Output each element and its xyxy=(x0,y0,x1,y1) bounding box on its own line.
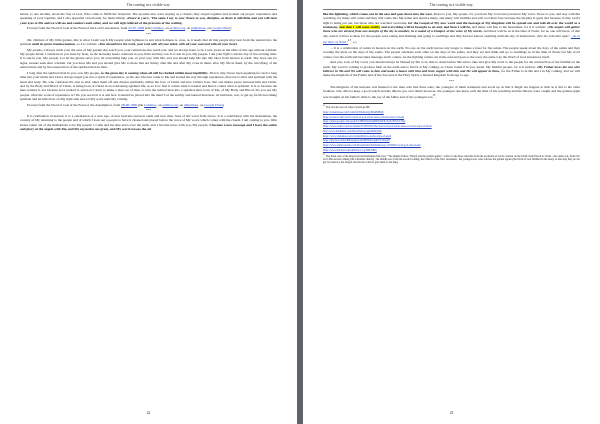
footnote-marker: 13 xyxy=(348,38,351,43)
excerpt-source: Excerpt from the Word of God at the Feast of the Assumption, from 28-08-1996 (On Calameo, on archive.org, on jumpshare, on Google Drive) xyxy=(27,102,225,107)
paragraph: And you, sons of My word, you should always be blessed by Me to be able to stand before Me and to take and give My word to the people for the resurrection of the faithful on the earth. My word is coming to produce faith on the earth and to find it at My coming, as I have found it in you, Israel, My faithful people, for it is written: «My Father loves the one who believes in Me and We will come to him and make a house with him and have supper with him and He will appear to him», for the Father is in Me and I in My coming, and we will make the kingdom of the Father and of the Son and of the Holy Spirit, a blessed kingdom from age to age. xyxy=(323,60,580,78)
right-page-body xyxy=(323,12,580,406)
page-number: 23 xyxy=(449,411,454,415)
footnote-link[interactable]: https://www.dobatal.com/sdfatisz/s/1-g/f2PUOHq xyxy=(323,148,377,152)
footnote-item xyxy=(323,135,580,138)
paragraph: like the lightning, which comes out in the east and goes down into the west. Peace to you, My people, for you have My word and you know My voice. Peace to you, and stay with Me watching, for many will come and they will come into My name and deceive many, and many will stumble and will cool their love because the iniquity is great and because of this, God's light is being put out, but those who are watched overcome, for the Gospel of My new word and the message of My kingdom will be spread out and told all over the world as a testimony, and then I will come visibly and everything will be brought to an end, and then I will be, and many will flee to the mountains, for it is written: «My angels will gather those who are elected from one margin of the sky to another, in a sound of a trumpet, at the voice of My words, and there will be as in the time of Noah, for no one will know of that day. And it will be as then, for the people were eating and drinking and going to weddings and they had not known anything until the day of destruction. (See the selection topic: „As in the days of Noah”$^{13}$. ».) xyxy=(323,12,581,45)
footnote-item xyxy=(323,154,580,165)
date-link[interactable]: 23-05-1996 xyxy=(128,26,145,31)
paragraph: ... It is a celebration of saints in heaven on the earth. No one on the earth knows any longer to make a feast for the saints. The people speak about the days of the saints and they worship the idols on the days of the saints. The people celebrate each other on the days of the saints, and they eat and drink and go to weddings as in the time of Noah, but My word comes over the earth and becomes message and it comes. As the fighting comes out in the east and goes to the west, the same way the Word of God announces itself. xyxy=(323,45,580,59)
jumpshare-link[interactable]: jumpshare xyxy=(183,102,199,107)
footnote-item xyxy=(323,105,580,109)
footnote-item xyxy=(323,130,580,133)
archive-link[interactable]: archive.org xyxy=(162,102,178,107)
footnote-item xyxy=(323,149,580,152)
footnote-link[interactable]: https://drive.google.com/open?id=0B0V9eiUq2RPmb0t3UVpSvE0UzVJZQ xyxy=(323,120,406,124)
footnote-text: The three sons of the king from the Romanian folk story "The mighty Prince, Flyleaf and the golden apples" / refers to the three churches from the evolution of God's creation on the Earth: from Enoch to Christ - the oldest son; from Christ to His second coming (the Christian church) - the middle son; from the second coming, the Church of the New Jerusalem - the youngest son, who watches the golden apples (the Word of God fulfilled in the man), so that they may no longer be stolen by the dragon and that he could to give them to the king. xyxy=(323,154,581,165)
header-rule xyxy=(20,9,277,10)
running-head: The coming in a visible way. xyxy=(429,3,474,7)
footnote-link[interactable]: https://paperphase.com/v/sharfof/D9AGzQy8xlaBdB4Q xyxy=(323,110,384,114)
footnote-rule xyxy=(323,103,383,104)
section-separator: *** xyxy=(448,79,455,84)
footnote-link[interactable]: https://www.scribd.com/document/311876250/The-Word-of-God-about-seen-as-in-the-days-of-Noah xyxy=(323,125,432,129)
footnote-marker: 15 xyxy=(432,93,436,98)
calameo-link[interactable]: Calameo xyxy=(144,102,157,107)
footnote-item xyxy=(323,144,580,147)
footnote-text: You can also see on: https://youtu.gs/J9U xyxy=(325,106,371,110)
footnote-link[interactable]: https://www.authorstream.com/Presentation/thebibleforeye-4250620-word-god-days-noah/ xyxy=(323,144,421,148)
running-head: The coming in a visible way. xyxy=(126,3,171,7)
footnote-item xyxy=(323,116,580,119)
section-separator: *** xyxy=(145,108,152,113)
footnotes xyxy=(323,105,580,164)
jumpshare-link[interactable]: jumpshare xyxy=(191,26,206,31)
footnote-mark: 13 xyxy=(323,105,326,108)
paragraph: hearts, to one another, about the Son of God, Who came to fulfill the Scripture. The apostles also were staying as a cluster; they stayed together and worked out prayer, repentance and speaking of God together, and I also appeared victoriously for them telling: «Peace to you!». The same I say to you: Peace to you, disciples, as there is still little and you will turn your eyes to Me and we will see and comfort each other, and we will sigh relieved of the pressure of the waiting. xyxy=(20,12,277,25)
archive-link[interactable]: archive.org xyxy=(169,26,186,31)
footnote-mark: 15 xyxy=(323,153,326,156)
date-link[interactable]: 28-08-1996 xyxy=(120,102,138,107)
google-drive-link[interactable]: Google Drive xyxy=(211,26,231,31)
footnote-item xyxy=(323,111,580,114)
paragraph: It is celebration in heaven; it is a celebration of a new age, of new heavens and new earth and new man, born of the word from above. It is a celebration with the Romanians, the country of My returning to the people and of which I took out a people to have it cleaned and placed before the voice of My word, which comes with the clouds. I am coming to you, little Israel, taken out of the Romanians to be My people. I come and become news over the earth, and I become news with you, My people. I become a new message and I have the saints and glory of the angels with Me, and My mysteries are great, and My word crosses the air xyxy=(20,113,277,131)
paragraph: My people, I always teach you; the sons of My garden also teach you, your centurions also teach you, and we always learn to be a new yeast on the table of this age without wisdom. My people Israel, I celebrate in you feast by feast, as the heavenly feasts celebrate in you, little and tiny son. It is sun in you, My people. I am your light; I am the day of the evening time. It is sun in you, My people. Let all the ghosts serve you; let everything help you on your way with Me, and you should help Me into My labor from heaven to earth. The Jews ask for signs, Greeks seek after wisdom, but you have Me and you should give Me to those that are thirsty after Me and after My cross in them, after My life in them, by the crucifying of the natural man and by the resurrection of the spiritual man in man. xyxy=(20,47,277,70)
right-page xyxy=(303,0,600,424)
footnote-item xyxy=(323,139,580,142)
paragraph: I long after the spiritual man in you, son, My people, as the great day is coming when all will be clothed within incorruptibility. That is why I have been speaking for such a long time into your midst and I have always urged you into a spirit of repentance, as the one who has come to Me and started his way through repentance, that one is alive and spiritual with his heart and body. He, who confesses his sins as sins, takes them off and dresses spiritually within the love of Christ and into Christ's love; that one makes peace between him and Christ, and by the Body and Blood of Christ, is being born of Christ in an everlasting spiritual life, as so it is: first it comes what is natural and then it comes what is spiritual. It is so because the man wanted it, not because God wanted it, and now I have to make a man out of man, to turn the natural man into a spiritual man, born of Me, of My Body and Blood. Do you see My people, what the work of repentance is? Do you see how it is and how it should be placed into the man? Let the earthly and natural man hear, let him hear, son, to get up for his becoming spiritual and let him draw on My right side and eat My word until My coming. xyxy=(20,70,277,101)
footnote-link[interactable]: https://app.box.com/s/8zkojogtssyusfq85b6n1plqkh7lcs2nzn8 xyxy=(323,139,390,143)
footnote-item xyxy=(323,120,580,123)
highlighted-text: and then I will come visibly xyxy=(339,25,381,30)
header-rule xyxy=(323,9,580,10)
footnote-link[interactable]: https://probes.com/cover/v/word-of-god-about-seen-as-in-the-days-of-noah xyxy=(323,115,404,119)
noah-topic-link[interactable]: „As in the days of Noah” xyxy=(323,33,580,45)
paragraph: The kingdom of the heavens was likened to the man who had three sons; the youngest of them wandered and stood up as that it might not happen to him as it did to his older brothers, who did not keep a good watch and the thieves got over them; however, the youngest one knew well the time of his watching and the thieves were caught and the golden apple was brought on his father's table to the joy of the father and of the youngest son$^{15}$. xyxy=(323,84,580,100)
footnote-item xyxy=(323,125,580,128)
left-page xyxy=(0,0,297,424)
page-number: 22 xyxy=(146,411,151,415)
footnote-link[interactable]: https://www.slideshare.net/cuvantullilui/as-in-the-days-of-noah xyxy=(323,134,392,138)
calameo-link[interactable]: Calameo xyxy=(151,26,164,31)
footnote-link[interactable]: http://www.mediafire.com/file/a432acyypghe6mh/gtlh xyxy=(323,129,382,133)
excerpt-source: Excerpt from the Word of God at the Feast of the Lord's Ascension, from 23-05-1996 (On Calameo, on archive.org, on jumpshare, on Google Drive) xyxy=(27,26,232,31)
google-drive-link[interactable]: Google Drive xyxy=(204,102,224,107)
left-page-body xyxy=(20,12,277,406)
paragraph: Oh, children of My little garden, this is what I said: teach My people what lightness is and what holiness is, sons, as it needs that all this people may turn from the natural into the spiritual until its great transformation, so it is written: «You should love the Lord, your God with all your mind, with all your soul and with all your heart. xyxy=(20,37,277,47)
section-separator: *** xyxy=(145,32,152,37)
